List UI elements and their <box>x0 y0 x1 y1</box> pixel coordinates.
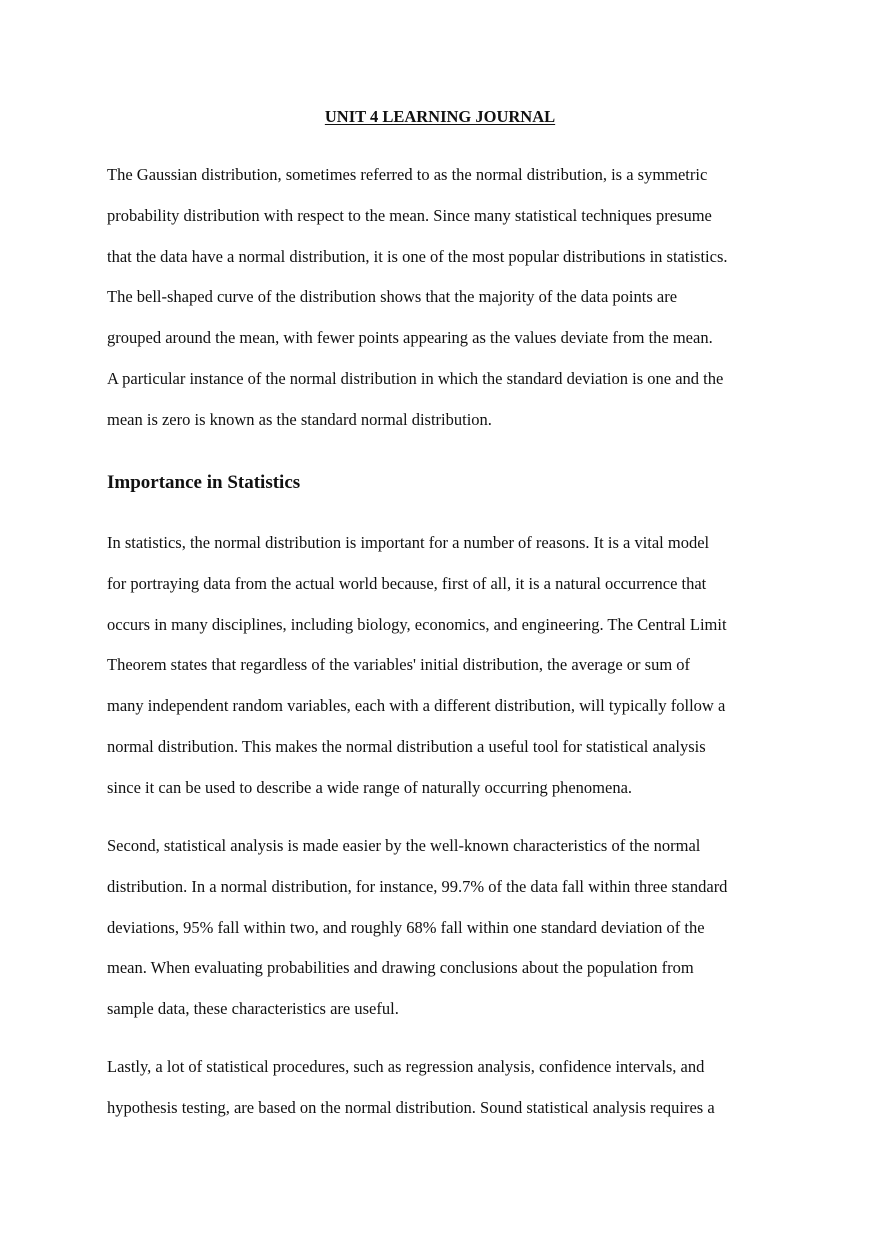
paragraph-line: normal distribution. This makes the normal distribution a useful tool for statistical analysis <box>107 736 706 756</box>
paragraph-line: deviations, 95% fall within two, and roughly 68% fall within one standard deviation of the <box>107 917 705 937</box>
paragraph-line: In statistics, the normal distribution is important for a number of reasons. It is a vital model <box>107 533 710 552</box>
paragraph-line: mean. When evaluating probabilities and drawing conclusions about the population from <box>107 958 694 978</box>
paragraph-line: distribution. In a normal distribution, for instance, 99.7% of the data fall within three standard <box>107 876 728 896</box>
importance-paragraph-2 <box>107 835 787 1039</box>
paragraph-line: Second, statistical analysis is made easier by the well-known characteristics of the normal <box>107 836 701 855</box>
paragraph-line: sample data, these characteristics are useful. <box>107 999 399 1019</box>
paragraph-line: A particular instance of the normal distribution in which the standard deviation is one and the <box>107 368 724 388</box>
paragraph-line: The Gaussian distribution, sometimes referred to as the normal distribution, is a symmetric <box>107 165 708 184</box>
paragraph-line: that the data have a normal distribution, it is one of the most popular distributions in statistics. <box>107 246 728 266</box>
paragraph-line: Theorem states that regardless of the variables' initial distribution, the average or sum of <box>107 655 691 675</box>
importance-paragraph-3 <box>107 1056 787 1138</box>
paragraph-line: since it can be used to describe a wide range of naturally occurring phenomena. <box>107 777 633 797</box>
paragraph-line: probability distribution with respect to the mean. Since many statistical techniques presume <box>107 205 712 225</box>
paragraph-line: mean is zero is known as the standard normal distribution. <box>107 409 492 429</box>
paragraph-line: for portraying data from the actual world because, first of all, it is a natural occurrence that <box>107 573 707 593</box>
page-title: UNIT 4 LEARNING JOURNAL <box>324 107 556 126</box>
paragraph-line: Lastly, a lot of statistical procedures, such as regression analysis, confidence intervals, and <box>107 1057 705 1076</box>
section-heading: Importance in Statistics <box>107 472 301 493</box>
paragraph-line: The bell-shaped curve of the distribution shows that the majority of the data points are <box>107 287 678 307</box>
paragraph-line: occurs in many disciplines, including biology, economics, and engineering. The Central Limit <box>107 614 727 634</box>
paragraph-line: hypothesis testing, are based on the normal distribution. Sound statistical analysis requires a <box>107 1097 715 1117</box>
intro-paragraph <box>107 164 787 450</box>
paragraph-line: grouped around the mean, with fewer points appearing as the values deviate from the mean. <box>107 328 713 348</box>
paragraph-line: many independent random variables, each with a different distribution, will typically follow a <box>107 696 726 716</box>
importance-paragraph-1 <box>107 532 787 818</box>
